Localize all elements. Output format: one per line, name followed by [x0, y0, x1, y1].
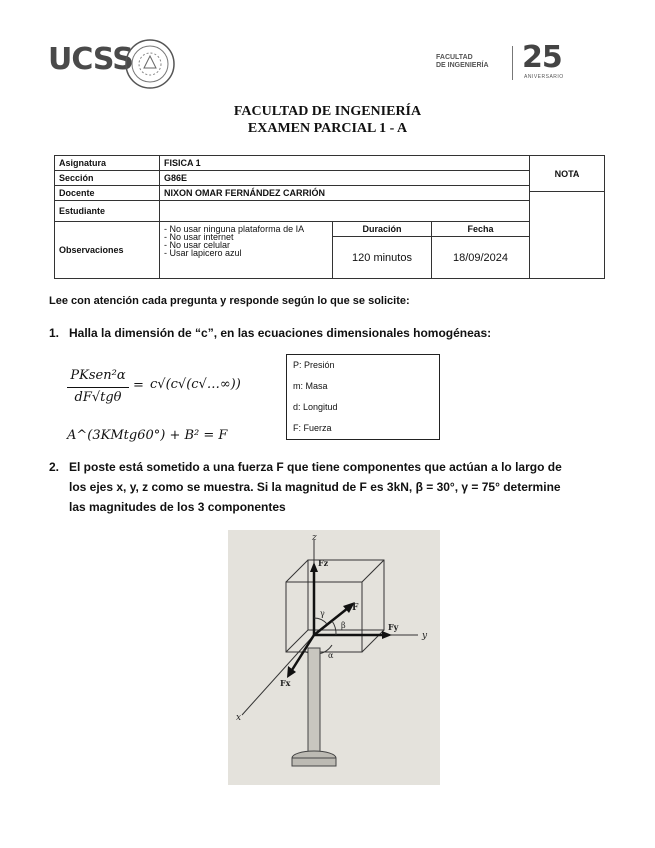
question2-line2: los ejes x, y, z como se muestra. Si la magnitud de F es 3kN, β = 30°, γ = 75° determine	[69, 480, 561, 494]
observacion-item: - No usar internet	[164, 232, 234, 242]
axis-z-label: z	[312, 533, 317, 543]
faculty-logo-line1: FACULTAD	[436, 54, 473, 61]
ucss-logo: UCSS	[48, 42, 133, 77]
question1-number: 1.	[49, 326, 60, 340]
variable-item: m: Masa	[293, 381, 328, 391]
duracion-label: Duración	[332, 221, 432, 237]
docente-value: NIXON OMAR FERNÁNDEZ CARRIÓN	[159, 185, 530, 201]
fz-label: Fz	[318, 558, 329, 568]
gamma-label: γ	[320, 609, 325, 618]
seccion-label: Sección	[54, 170, 160, 186]
duracion-value: 120 minutos	[332, 236, 432, 279]
fecha-label: Fecha	[431, 221, 530, 237]
fy-label: Fy	[388, 622, 399, 632]
observaciones-label: Observaciones	[54, 221, 160, 279]
equals-sign: =	[133, 378, 144, 393]
beta-label: β	[341, 621, 346, 630]
axis-y-label: y	[422, 631, 428, 641]
logo-divider	[512, 46, 513, 80]
estudiante-label: Estudiante	[54, 200, 160, 222]
faculty-title: FACULTAD DE INGENIERÍA	[233, 104, 422, 119]
question2-text	[69, 457, 639, 517]
exam-info-table	[54, 155, 605, 279]
eq1-numerator: PKsen²α	[70, 368, 126, 383]
asignatura-label: Asignatura	[54, 155, 160, 171]
variable-item: P: Presión	[293, 360, 335, 370]
observaciones-list	[159, 221, 333, 279]
post-force-figure	[228, 530, 440, 785]
observacion-item: - Usar lapicero azul	[164, 248, 242, 258]
exam-title: EXAMEN PARCIAL 1 - A	[247, 121, 408, 136]
eq2: A^(3KMtg60°) + B² = F	[67, 428, 228, 443]
instructions-text: Lee con atención cada pregunta y responde según lo que se solicite:	[49, 295, 410, 307]
question2-line1: El poste está sometido a una fuerza F que tiene componentes que actúan a lo largo de	[69, 460, 562, 474]
eq1-denominator: dF√tgθ	[74, 390, 122, 405]
fecha-value: 18/09/2024	[431, 236, 530, 279]
question2-number: 2.	[49, 460, 60, 474]
question1-text: Halla la dimensión de “c”, en las ecuaciones dimensionales homogéneas:	[69, 326, 492, 340]
fx-label: Fx	[280, 678, 291, 688]
axis-x-label: x	[236, 713, 242, 723]
f-label: F	[352, 603, 359, 613]
variable-item: F: Fuerza	[293, 423, 332, 433]
nota-label: NOTA	[529, 155, 605, 192]
post-base-plate	[292, 758, 336, 766]
docente-label: Docente	[54, 185, 160, 201]
variables-box	[286, 354, 440, 440]
nota-field[interactable]	[529, 191, 605, 279]
figure-background	[228, 530, 440, 785]
variable-item: d: Longitud	[293, 402, 338, 412]
seccion-value: G86E	[159, 170, 530, 186]
faculty-logo-line2: DE INGENIERÍA	[436, 62, 489, 69]
question2-line3: las magnitudes de los 3 componentes	[69, 500, 286, 514]
anniversary-label: ANIVERSARIO	[524, 74, 564, 80]
post	[308, 648, 320, 755]
asignatura-value: FISICA 1	[159, 155, 530, 171]
fraction-bar	[67, 387, 129, 388]
alpha-label: α	[328, 651, 334, 660]
anniversary-number: 25	[522, 40, 562, 75]
estudiante-field[interactable]	[159, 200, 530, 222]
eq1-right: c√(c√(c√…∞))	[150, 377, 241, 392]
university-seal-icon	[124, 38, 176, 90]
observacion-item: - No usar ninguna plataforma de IA	[164, 224, 305, 234]
faculty-logo	[436, 54, 489, 70]
observacion-item: - No usar celular	[164, 240, 231, 250]
